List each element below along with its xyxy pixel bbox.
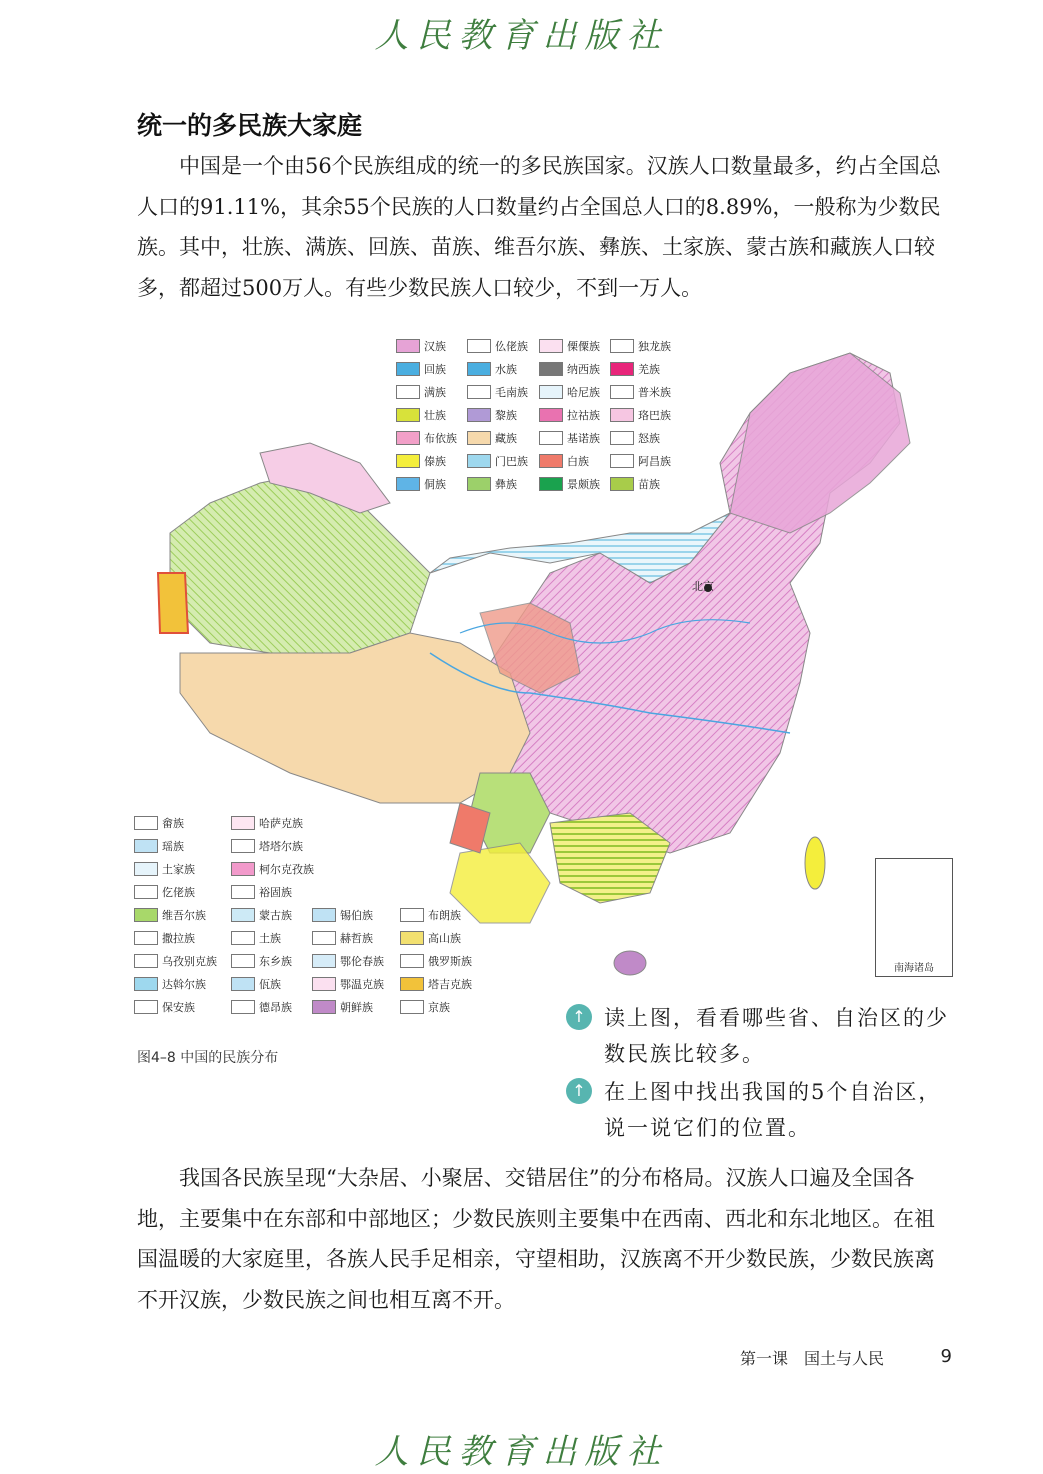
legend-swatch [400, 954, 424, 968]
legend-swatch [396, 477, 420, 491]
legend-swatch [134, 954, 158, 968]
figure-caption: 图4–8 中国的民族分布 [137, 1050, 279, 1066]
legend-item: 赫哲族 [312, 930, 373, 946]
legend-swatch [539, 454, 563, 468]
legend-swatch [134, 839, 158, 853]
legend-item: 水族 [467, 361, 517, 377]
legend-swatch [231, 885, 255, 899]
legend-item: 怒族 [610, 430, 660, 446]
legend-item: 布朗族 [400, 907, 461, 923]
legend-item: 维吾尔族 [134, 907, 206, 923]
legend-swatch [539, 339, 563, 353]
legend-swatch [312, 977, 336, 991]
legend-swatch [610, 385, 634, 399]
legend-swatch [467, 454, 491, 468]
legend-item: 土族 [231, 930, 281, 946]
legend-swatch [231, 931, 255, 945]
south-china-sea-inset [875, 858, 953, 977]
legend-swatch [467, 339, 491, 353]
question-text: 读上图，看看哪些省、自治区的少数民族比较多。 [604, 1006, 949, 1066]
tajik-region [158, 573, 188, 633]
legend-swatch [610, 477, 634, 491]
legend-item: 彝族 [467, 476, 517, 492]
legend-item: 土家族 [134, 861, 195, 877]
legend-swatch [400, 931, 424, 945]
publisher-watermark-bottom: 人民教育出版社 [374, 1432, 669, 1472]
legend-item: 藏族 [467, 430, 517, 446]
legend-item: 傈僳族 [539, 338, 600, 354]
legend-item: 门巴族 [467, 453, 528, 469]
legend-item: 鄂温克族 [312, 976, 384, 992]
dai-region [450, 843, 550, 923]
legend-swatch [396, 339, 420, 353]
legend-swatch [231, 908, 255, 922]
legend-item: 回族 [396, 361, 446, 377]
hainan-island [614, 951, 646, 975]
legend-swatch [312, 954, 336, 968]
legend-item: 白族 [539, 453, 589, 469]
legend-item: 毛南族 [467, 384, 528, 400]
legend-swatch [539, 362, 563, 376]
legend-swatch [467, 431, 491, 445]
legend-swatch [467, 385, 491, 399]
beijing-label: 北京 [692, 580, 714, 593]
legend-swatch [467, 362, 491, 376]
legend-item: 高山族 [400, 930, 461, 946]
legend-swatch [400, 1000, 424, 1014]
legend-swatch [231, 816, 255, 830]
legend-swatch [539, 408, 563, 422]
legend-item: 基诺族 [539, 430, 600, 446]
chapter-label: 第一课 国土与人民 [740, 1349, 885, 1368]
section-title: 统一的多民族大家庭 [137, 111, 363, 140]
legend-swatch [134, 1000, 158, 1014]
legend-swatch [467, 477, 491, 491]
bai-region [450, 803, 490, 853]
legend-swatch [134, 816, 158, 830]
intro-paragraph [137, 146, 952, 308]
legend-item: 阿昌族 [610, 453, 671, 469]
legend-item: 塔塔尔族 [231, 838, 303, 854]
legend-item: 哈萨克族 [231, 815, 303, 831]
paragraph-1-text: 中国是一个由56个民族组成的统一的多民族国家。汉族人口数量最多，约占全国总人口的91.11%，其余55个民族的人口数量约占全国总人口的8.89%，一般称为少数民族。其中，壮族、满族、回族、苗族、维吾尔族、彝族、土家族、蒙古族和藏族人口较多，都超过500万人。有些少数民族人口较少，不到一万人。 [137, 154, 941, 300]
nanhai-label: 南海诸岛 [894, 963, 934, 974]
legend-swatch [610, 431, 634, 445]
legend-item: 珞巴族 [610, 407, 671, 423]
legend-item: 乌孜别克族 [134, 953, 217, 969]
legend-item: 黎族 [467, 407, 517, 423]
legend-item: 普米族 [610, 384, 671, 400]
legend-swatch [396, 431, 420, 445]
legend-item: 苗族 [610, 476, 660, 492]
legend-swatch [539, 385, 563, 399]
page-number: 9 [940, 1346, 952, 1367]
publisher-watermark-top: 人民教育出版社 [374, 16, 669, 56]
legend-swatch [539, 477, 563, 491]
legend-swatch [610, 339, 634, 353]
legend-swatch [396, 454, 420, 468]
legend-item: 仡佬族 [134, 884, 195, 900]
legend-swatch [134, 931, 158, 945]
legend-item: 保安族 [134, 999, 195, 1015]
legend-item: 撒拉族 [134, 930, 195, 946]
legend-item: 满族 [396, 384, 446, 400]
legend-item: 壮族 [396, 407, 446, 423]
legend-swatch [134, 862, 158, 876]
legend-swatch [312, 1000, 336, 1014]
legend-swatch [231, 977, 255, 991]
legend-swatch [610, 408, 634, 422]
legend-item: 柯尔克孜族 [231, 861, 314, 877]
legend-swatch [610, 454, 634, 468]
distribution-paragraph [137, 1158, 952, 1320]
legend-item: 傣族 [396, 453, 446, 469]
legend-swatch [467, 408, 491, 422]
legend-item: 京族 [400, 999, 450, 1015]
legend-item: 鄂伦春族 [312, 953, 384, 969]
manchu-korean-region [730, 353, 910, 533]
legend-item: 锡伯族 [312, 907, 373, 923]
xinjiang-region [170, 473, 430, 653]
legend-item: 纳西族 [539, 361, 600, 377]
question-1 [566, 1000, 956, 1072]
legend-item: 羌族 [610, 361, 660, 377]
legend-swatch [231, 862, 255, 876]
legend-swatch [231, 839, 255, 853]
legend-swatch [539, 431, 563, 445]
arrow-up-icon: ↑ [566, 1004, 592, 1030]
legend-item: 德昂族 [231, 999, 292, 1015]
legend-swatch [134, 908, 158, 922]
legend-item: 东乡族 [231, 953, 292, 969]
question-text: 在上图中找出我国的5个自治区，说一说它们的位置。 [604, 1080, 942, 1140]
legend-swatch [231, 954, 255, 968]
legend-item: 拉祜族 [539, 407, 600, 423]
legend-item: 仫佬族 [467, 338, 528, 354]
arrow-up-icon: ↑ [566, 1078, 592, 1104]
legend-item: 布依族 [396, 430, 457, 446]
legend-item: 景颇族 [539, 476, 600, 492]
legend-item: 瑶族 [134, 838, 184, 854]
legend-item: 独龙族 [610, 338, 671, 354]
legend-item: 哈尼族 [539, 384, 600, 400]
paragraph-2-text: 我国各民族呈现“大杂居、小聚居、交错居住”的分布格局。汉族人口遍及全国各地，主要集中在东部和中部地区；少数民族则主要集中在西南、西北和东北地区。在祖国温暖的大家庭里，各族人民手足相亲，守望相助，汉族离不开少数民族，少数民族离不开汉族，少数民族之间也相互离不开。 [137, 1166, 935, 1312]
legend-item: 汉族 [396, 338, 446, 354]
question-2 [566, 1074, 956, 1146]
legend-swatch [610, 362, 634, 376]
legend-swatch [231, 1000, 255, 1014]
legend-swatch [396, 408, 420, 422]
page-footer [740, 1346, 952, 1369]
legend-item: 俄罗斯族 [400, 953, 472, 969]
legend-item: 侗族 [396, 476, 446, 492]
legend-item: 裕固族 [231, 884, 292, 900]
legend-swatch [396, 362, 420, 376]
legend-swatch [134, 885, 158, 899]
legend-item: 佤族 [231, 976, 281, 992]
legend-item: 蒙古族 [231, 907, 292, 923]
legend-swatch [400, 908, 424, 922]
taiwan-island [805, 837, 825, 889]
legend-item: 塔吉克族 [400, 976, 472, 992]
legend-swatch [400, 977, 424, 991]
legend-swatch [312, 908, 336, 922]
legend-item: 朝鲜族 [312, 999, 373, 1015]
legend-swatch [134, 977, 158, 991]
legend-swatch [396, 385, 420, 399]
legend-item: 畲族 [134, 815, 184, 831]
tibet-region [180, 633, 530, 803]
legend-swatch [312, 931, 336, 945]
legend-item: 达斡尔族 [134, 976, 206, 992]
